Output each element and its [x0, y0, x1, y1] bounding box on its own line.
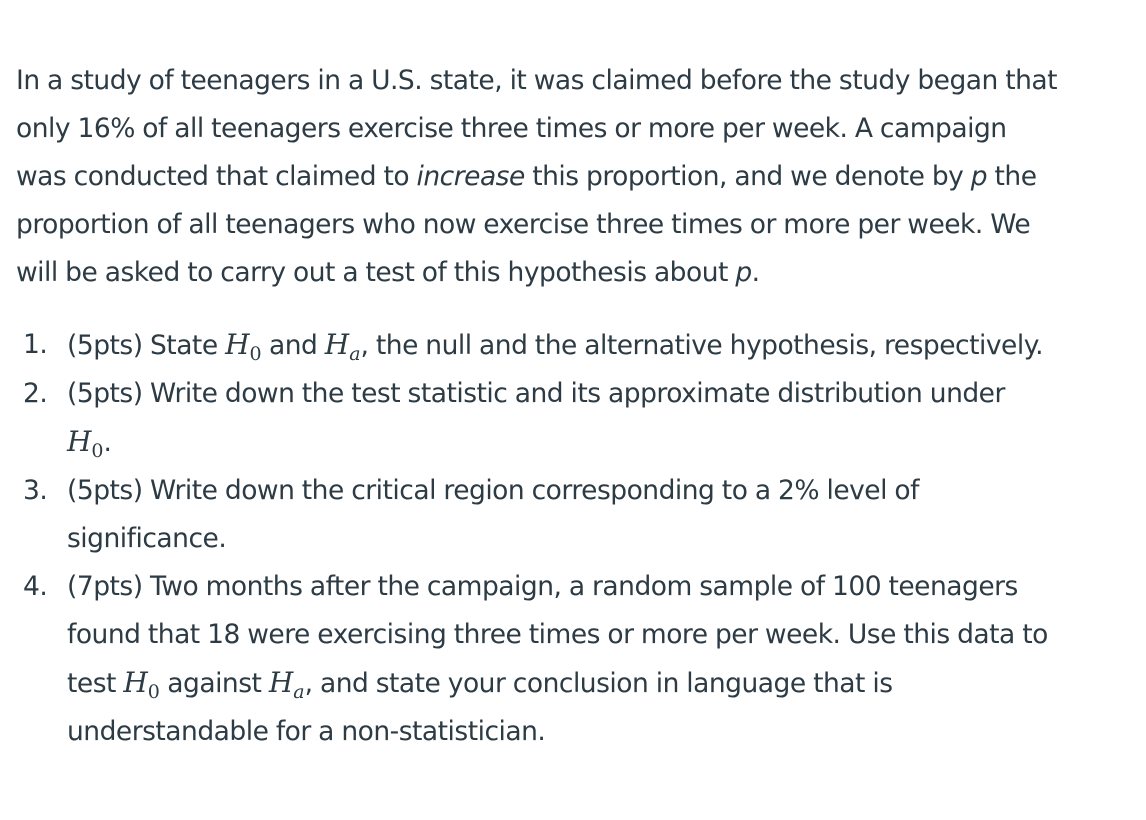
- variable-p: p: [735, 257, 752, 288]
- intro-line: proportion of all teenagers who now exercise three times or more per week. We: [16, 209, 1031, 240]
- problem-list: [16, 321, 1144, 756]
- problem-line: found that 18 were exercising three times or more per week. Use this data to: [67, 619, 1048, 650]
- problem-text-segment: , the null and the alternative hypothesis, respectively.: [360, 330, 1044, 361]
- problem-number: 2.: [23, 378, 48, 409]
- problem-number: 3.: [23, 475, 48, 506]
- problem-text-segment: against: [159, 668, 269, 699]
- variable-p: p: [970, 161, 988, 192]
- intro-text: this proportion, and we denote by: [524, 161, 971, 192]
- problem-text-segment: .: [103, 427, 112, 458]
- alternative-hypothesis-symbol: $H_a$: [268, 666, 305, 703]
- problem-item: [16, 370, 1144, 467]
- intro-text: will be asked to carry out a test of this hypothesis about: [16, 257, 736, 288]
- null-hypothesis-symbol: $H_0$: [67, 425, 104, 462]
- problem-text-segment: test: [67, 668, 124, 699]
- problem-text: [16, 57, 1144, 756]
- problem-text-segment: (5pts) State: [67, 330, 226, 361]
- problem-item: [16, 563, 1144, 756]
- problem-line: [67, 418, 1144, 467]
- problem-line: (5pts) Write down the test statistic and its approximate distribution under: [67, 378, 1005, 409]
- problem-item: [16, 467, 1144, 563]
- problem-number: 4.: [23, 571, 48, 602]
- problem-number: 1.: [23, 329, 48, 360]
- problem-item: [16, 321, 1144, 370]
- intro-paragraph: [16, 57, 1144, 297]
- intro-line: [16, 249, 1144, 297]
- emphasis-increase: increase: [416, 161, 525, 192]
- intro-line: only 16% of all teenagers exercise three times or more per week. A campaign: [16, 113, 1007, 144]
- intro-text: the: [987, 161, 1037, 192]
- intro-text: was conducted that claimed to: [16, 161, 417, 192]
- problem-line: (7pts) Two months after the campaign, a random sample of 100 teenagers: [67, 571, 1018, 602]
- problem-line: [67, 321, 1144, 370]
- intro-text: .: [751, 257, 760, 288]
- problem-line: (5pts) Write down the critical region corresponding to a 2% level of: [67, 475, 919, 506]
- intro-line: In a study of teenagers in a U.S. state, it was claimed before the study began that: [16, 65, 1058, 96]
- null-hypothesis-symbol: $H_0$: [123, 666, 160, 703]
- problem-line: [67, 659, 1144, 708]
- problem-text-segment: and: [261, 330, 325, 361]
- alternative-hypothesis-symbol: $H_a$: [324, 328, 361, 365]
- problem-line: understandable for a non-statistician.: [67, 716, 546, 747]
- problem-text-segment: , and state your conclusion in language that is: [304, 668, 893, 699]
- null-hypothesis-symbol: $H_0$: [225, 328, 262, 365]
- problem-line: significance.: [67, 523, 227, 554]
- intro-line: [16, 153, 1144, 201]
